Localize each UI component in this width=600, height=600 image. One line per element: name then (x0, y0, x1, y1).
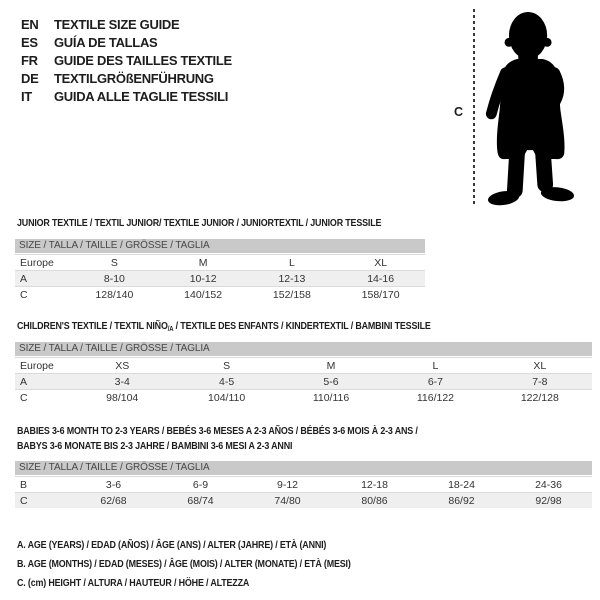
language-row-it (21, 88, 232, 106)
language-row-en (21, 16, 232, 34)
cell: L (432, 359, 439, 372)
row-label: Europe (20, 359, 54, 372)
cell: 18-24 (448, 478, 475, 491)
cell: XS (115, 359, 130, 372)
cell: 74/80 (274, 494, 301, 507)
cell: 6-7 (427, 375, 444, 388)
table-title (17, 320, 506, 332)
cell: 116/122 (416, 391, 455, 404)
table-title-subscript: /A (167, 326, 174, 333)
cell: 110/116 (312, 391, 350, 404)
table-title (17, 424, 592, 454)
language-title: TEXTILGRÖßENFÜHRUNG (54, 71, 214, 86)
cell: 6-9 (192, 478, 209, 491)
row-label: C (20, 391, 28, 404)
table-row-months (15, 476, 592, 492)
language-row-fr (21, 52, 232, 70)
cell: 8-10 (103, 272, 125, 285)
table-row-europe (15, 357, 592, 373)
cell: 12-13 (278, 272, 306, 285)
junior-textile-table (15, 217, 425, 302)
footnote-c: C. (cm) HEIGHT / ALTURA / HAUTEUR / HÖHE / ALTEZZA (17, 577, 250, 589)
cell: 104/110 (208, 391, 246, 404)
childrens-textile-table (15, 320, 592, 405)
cell: 7-8 (532, 375, 548, 388)
table-title-suffix: / TEXTILE DES ENFANTS / KINDERTEXTIL / BAMBINI TESSILE (173, 320, 431, 332)
language-code: DE (21, 71, 39, 86)
row-label: C (20, 288, 28, 301)
row-label: A (20, 272, 28, 285)
cell: L (288, 256, 295, 269)
cell: 128/140 (95, 288, 134, 301)
cell: 122/128 (520, 391, 559, 404)
language-code: EN (21, 17, 39, 32)
cell: 86/92 (448, 494, 475, 507)
table-row-height (15, 492, 592, 508)
cell: 98/104 (106, 391, 139, 404)
cell: S (110, 256, 118, 269)
table-title: JUNIOR TEXTILE / TEXTIL JUNIOR/ TEXTILE JUNIOR / JUNIORTEXTIL / JUNIOR TESSILE (17, 217, 382, 229)
cell: XL (374, 256, 388, 269)
table-row-height (15, 286, 425, 302)
cell: 80/86 (361, 494, 388, 507)
legend-footnotes (17, 536, 410, 593)
language-code: IT (21, 89, 32, 104)
language-code: FR (21, 53, 38, 68)
cell: M (326, 359, 336, 372)
row-label: A (20, 375, 28, 388)
size-header-bar: SIZE / TALLA / TAILLE / GRÖSSE / TAGLIA (15, 461, 592, 475)
cell: 12-18 (361, 478, 388, 491)
footnote-a: A. AGE (YEARS) / EDAD (AÑOS) / ÂGE (ANS) / ALTER (JAHRE) / ETÀ (ANNI) (17, 539, 327, 551)
cell: 3-6 (105, 478, 122, 491)
baby-silhouette-icon (482, 4, 580, 210)
table-row-europe (15, 254, 425, 270)
size-header-bar: SIZE / TALLA / TAILLE / GRÖSSE / TAGLIA (15, 239, 425, 253)
cell: 152/158 (272, 288, 311, 301)
cell: 3-4 (114, 375, 130, 388)
footnote-b: B. AGE (MONTHS) / EDAD (MESES) / ÂGE (MOIS) / ALTER (MONATE) / ETÀ (MESI) (17, 558, 351, 570)
language-row-es (21, 34, 232, 52)
table-title-line2: BABYS 3-6 MONATE BIS 2-3 JAHRE / BAMBINI 3-6 MESI A 2-3 ANNI (17, 440, 293, 452)
cell: 140/152 (184, 288, 223, 301)
cell: 158/170 (361, 288, 400, 301)
table-title-prefix: CHILDREN'S TEXTILE / TEXTIL NIÑO (17, 320, 168, 332)
cell: 24-36 (535, 478, 562, 491)
cell: 92/98 (535, 494, 562, 507)
language-title: GUIDA ALLE TAGLIE TESSILI (54, 89, 229, 104)
cell: 5-6 (323, 375, 339, 388)
cell: 9-12 (276, 478, 298, 491)
babies-textile-table (15, 424, 592, 508)
cell: S (223, 359, 231, 372)
table-title-line1: BABIES 3-6 MONTH TO 2-3 YEARS / BEBÉS 3-6 MESES A 2-3 AÑOS / BÉBÉS 3-6 MOIS À 2-3 ANS / (17, 425, 418, 437)
table-row-age (15, 270, 425, 286)
height-measure-label: C (454, 105, 464, 119)
cell: 68/74 (187, 494, 214, 507)
row-label: Europe (20, 256, 54, 269)
language-title: TEXTILE SIZE GUIDE (54, 17, 180, 32)
language-title: GUÍA DE TALLAS (54, 35, 158, 50)
language-row-de (21, 70, 232, 88)
cell: 62/68 (100, 494, 127, 507)
height-measure-line (473, 9, 475, 207)
size-header-bar: SIZE / TALLA / TAILLE / GRÖSSE / TAGLIA (15, 342, 592, 356)
language-title-list (21, 16, 232, 106)
cell: 4-5 (219, 375, 235, 388)
table-row-height (15, 389, 592, 405)
cell: XL (533, 359, 547, 372)
cell: M (198, 256, 208, 269)
table-row-age (15, 373, 592, 389)
row-label: C (20, 494, 28, 507)
language-title: GUIDE DES TAILLES TEXTILE (54, 53, 232, 68)
cell: 10-12 (189, 272, 217, 285)
cell: 14-16 (367, 272, 395, 285)
row-label: B (20, 478, 28, 491)
language-code: ES (21, 35, 38, 50)
